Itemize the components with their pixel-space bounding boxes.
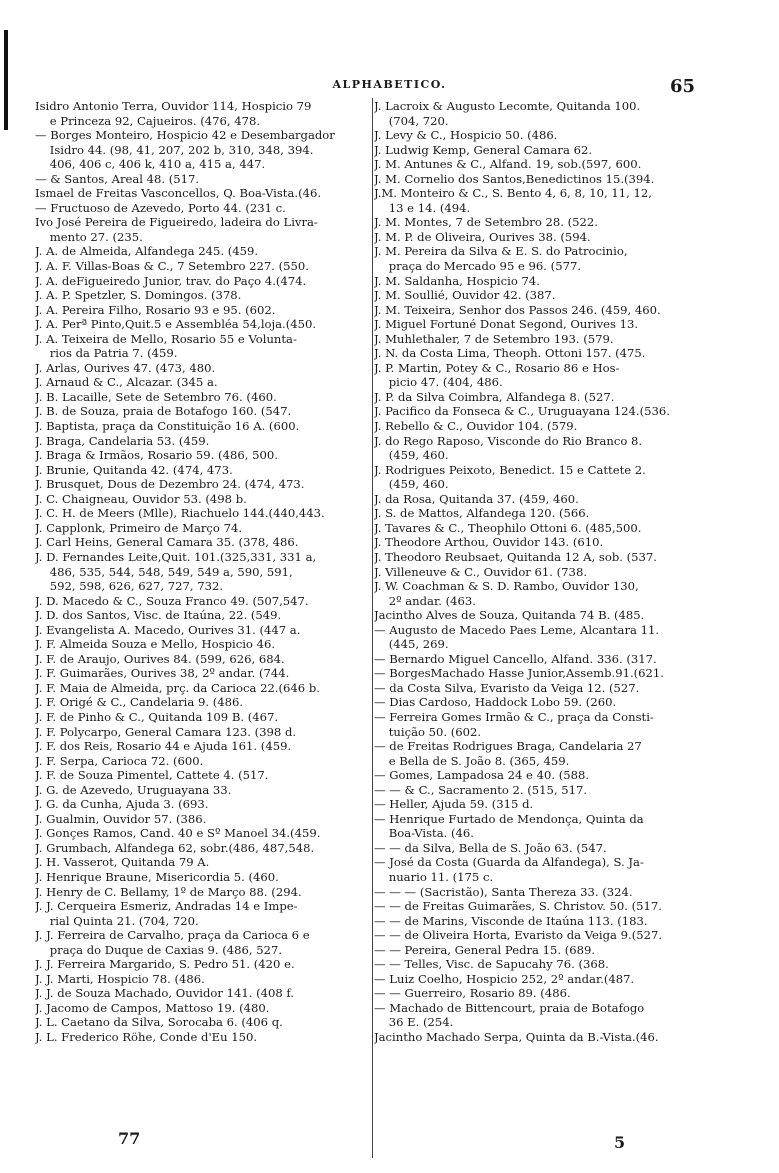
directory-entry-line: J. Brunie, Quitanda 42. (474, 473.: [35, 462, 233, 477]
directory-entry-line: J. W. Coachman & S. D. Rambo, Ouvidor 130,: [374, 579, 639, 594]
directory-entry-line: J. Theodore Arthou, Ouvidor 143. (610.: [374, 535, 604, 550]
directory-entry-line: (445, 269.: [374, 637, 449, 652]
directory-entry-line: J. F. de Araujo, Ourives 84. (599, 626, 684.: [35, 651, 285, 666]
directory-entry-line: J.M. Monteiro & C., S. Bento 4, 6, 8, 10, 11, 12,: [374, 186, 652, 201]
directory-entry-line: — de Freitas Rodrigues Braga, Candelaria 27: [374, 739, 642, 754]
directory-entry-line: J. Pacifico da Fonseca & C., Uruguayana 124.(536.: [374, 404, 670, 419]
left-column: [35, 99, 371, 1045]
directory-entry-line: rios da Patria 7. (459.: [35, 346, 178, 361]
directory-entry-line: J. Rodrigues Peixoto, Benedict. 15 e Cattete 2.: [374, 462, 646, 477]
directory-entry-line: Isidro Antonio Terra, Ouvidor 114, Hospicio 79: [35, 99, 312, 113]
directory-entry-line: — Gomes, Lampadosa 24 e 40. (588.: [374, 768, 590, 783]
directory-entry-line: J. M. Teixeira, Senhor dos Passos 246. (459, 460.: [374, 302, 661, 317]
directory-entry-line: J. A. F. Villas-Boas & C., 7 Setembro 227. (550.: [35, 259, 309, 274]
directory-entry-line: — — & C., Sacramento 2. (515, 517.: [374, 782, 588, 797]
directory-entry-line: Ismael de Freitas Vasconcellos, Q. Boa-Vista.(46.: [35, 186, 322, 201]
right-column: [374, 99, 704, 1045]
directory-entry-line: J. L. Frederico Röhe, Conde d'Eu 150.: [35, 1030, 258, 1044]
directory-entry-line: J. Lacroix & Augusto Lecomte, Quitanda 100.: [374, 99, 641, 113]
directory-entry-line: 592, 598, 626, 627, 727, 732.: [35, 579, 224, 594]
directory-entry-line: J. F. Serpa, Carioca 72. (600.: [35, 753, 204, 768]
directory-entry-line: 406, 406 c, 406 k, 410 a, 415 a, 447.: [35, 157, 266, 172]
directory-entry-line: picio 47. (404, 486.: [374, 375, 503, 390]
directory-entry-line: J. da Rosa, Quitanda 37. (459, 460.: [374, 491, 579, 506]
directory-entry-line: J. Arlas, Ourives 47. (473, 480.: [35, 360, 216, 375]
directory-entry-line: — & Santos, Areal 48. (517.: [35, 171, 200, 186]
directory-entry-line: — — da Silva, Bella de S. João 63. (547.: [374, 840, 607, 855]
directory-entry-line: — Luiz Coelho, Hospicio 252, 2º andar.(487.: [374, 971, 635, 986]
directory-entry-line: J. Capplonk, Primeiro de Março 74.: [35, 520, 243, 535]
directory-entry-line: J. Grumbach, Alfandega 62, sobr.(486, 487,548.: [35, 840, 315, 855]
directory-entry-line: J. M. Antunes & C., Alfand. 19, sob.(597, 600.: [374, 157, 642, 172]
directory-entry-line: nuario 11. (175 c.: [374, 869, 494, 884]
directory-entry-line: J. Brusquet, Dous de Dezembro 24. (474, 473.: [35, 477, 305, 492]
directory-entry-line: J. Gualmin, Ouvidor 57. (386.: [35, 811, 207, 826]
directory-entry-line: Jacintho Alves de Souza, Quitanda 74 B. (485.: [374, 608, 645, 623]
directory-entry-line: J. Braga & Irmãos, Rosario 59. (486, 500.: [35, 448, 278, 463]
directory-entry-line: J. Carl Heins, General Camara 35. (378, 486.: [35, 535, 299, 550]
directory-entry-line: J. H. Vasserot, Quitanda 79 A.: [35, 855, 210, 870]
directory-entry-line: — Machado de Bittencourt, praia de Botafogo: [374, 1000, 645, 1015]
directory-entry-line: J. A. Teixeira de Mello, Rosario 55 e Volunta-: [35, 331, 297, 346]
directory-entry-line: J. B. de Souza, praia de Botafogo 160. (547.: [35, 404, 292, 419]
directory-entry-line: — Borges Monteiro, Hospicio 42 e Desembargador: [35, 128, 335, 143]
directory-entry-line: J. A. Pereira Filho, Rosario 93 e 95. (602.: [35, 302, 276, 317]
page-header: [0, 76, 779, 98]
directory-entry-line: J. F. dos Reis, Rosario 44 e Ajuda 161. (459.: [35, 739, 292, 754]
directory-entry-line: J. F. Origé & C., Candelaria 9. (486.: [35, 695, 244, 710]
directory-entry-line: — Augusto de Macedo Paes Leme, Alcantara 11.: [374, 622, 660, 637]
directory-entry-line: J. D. Macedo & C., Souza Franco 49. (507,547.: [35, 593, 309, 608]
directory-entry-line: J. A. deFigueiredo Junior, trav. do Paço 4.(474.: [35, 273, 307, 288]
directory-entry-line: 36 E. (254.: [374, 1015, 454, 1030]
directory-entry-line: J. Miguel Fortuné Donat Segond, Ourives 13.: [374, 317, 639, 332]
directory-entry-line: J. D. dos Santos, Visc. de Itaúna, 22. (549.: [35, 608, 282, 623]
directory-entry-line: — Fructuoso de Azevedo, Porto 44. (231 c.: [35, 200, 286, 215]
directory-entry-line: J. Ludwig Kemp, General Camara 62.: [374, 142, 593, 157]
directory-entry-line: J. L. Caetano da Silva, Sorocaba 6. (406 q.: [35, 1015, 283, 1030]
directory-entry-line: — Henrique Furtado de Mendonça, Quinta da: [374, 811, 644, 826]
directory-entry-line: J. M. Montes, 7 de Setembro 28. (522.: [374, 215, 598, 230]
directory-entry-line: (459, 460.: [374, 448, 449, 463]
directory-entry-line: J. P. da Silva Coimbra, Alfandega 8. (527.: [374, 389, 615, 404]
directory-entry-line: mento 27. (235.: [35, 229, 143, 244]
directory-entry-line: Ivo José Pereira de Figueiredo, ladeira do Livra-: [35, 215, 318, 230]
directory-entry-line: J. F. de Pinho & C., Quitanda 109 B. (467.: [35, 709, 279, 724]
directory-entry-line: 2º andar. (463.: [374, 593, 476, 608]
directory-entry-line: J. F. de Souza Pimentel, Cattete 4. (517.: [35, 768, 269, 783]
directory-entry-line: J. A. Perª Pinto,Quit.5 e Assembléa 54,loja.(450.: [35, 317, 317, 332]
directory-entry-line: J. Baptista, praça da Constituição 16 A. (600.: [35, 419, 300, 434]
directory-entry-line: e Bella de S. João 8. (365, 459.: [374, 753, 570, 768]
directory-entry-line: J. J. de Souza Machado, Ouvidor 141. (408 f.: [35, 986, 294, 1001]
directory-entry-line: J. Jacomo de Campos, Mattoso 19. (480.: [35, 1000, 270, 1015]
directory-entry-line: J. Gonçes Ramos, Cand. 40 e Sº Manoel 34.(459.: [35, 826, 321, 841]
directory-entry-line: (704, 720.: [374, 113, 449, 128]
directory-entry-line: 486, 535, 544, 548, 549, 549 a, 590, 591,: [35, 564, 293, 579]
directory-entry-line: 13 e 14. (494.: [374, 200, 471, 215]
directory-entry-line: — — Pereira, General Pedra 15. (689.: [374, 942, 596, 957]
directory-entry-line: J. Levy & C., Hospicio 50. (486.: [374, 128, 558, 143]
directory-entry-line: — José da Costa (Guarda da Alfandega), S. Ja-: [374, 855, 644, 870]
directory-entry-line: J. Evangelista A. Macedo, Ourives 31. (447 a.: [35, 622, 301, 637]
directory-entry-line: J. B. Lacaille, Sete de Setembro 76. (460.: [35, 389, 277, 404]
directory-entry-line: e Princeza 92, Cajueiros. (476, 478.: [35, 113, 261, 128]
directory-entry-line: Isidro 44. (98, 41, 207, 202 b, 310, 348, 394.: [35, 142, 314, 157]
directory-entry-line: — Bernardo Miguel Cancello, Alfand. 336. (317.: [374, 651, 657, 666]
directory-entry-line: J. G. de Azevedo, Uruguayana 33.: [35, 782, 232, 797]
directory-entry-line: — — Guerreiro, Rosario 89. (486.: [374, 986, 571, 1001]
page-number: 65: [669, 76, 695, 97]
directory-entry-line: — — de Marins, Visconde de Itaúna 113. (183.: [374, 913, 648, 928]
footer-signature-mark: 77: [118, 1129, 141, 1148]
directory-entry-line: J. do Rego Raposo, Visconde do Rio Branco 8.: [374, 433, 643, 448]
directory-entry-line: — — de Freitas Guimarães, S. Christov. 50. (517.: [374, 899, 662, 914]
directory-entry-line: J. D. Fernandes Leite,Quit. 101.(325,331, 331 a,: [35, 549, 317, 564]
directory-entry-line: J. M. Cornelio dos Santos,Benedictinos 15.(394.: [374, 171, 655, 186]
directory-entry-line: J. J. Ferreira Margarido, S. Pedro 51. (420 e.: [35, 957, 295, 972]
directory-entry-line: J. F. Guimarães, Ourives 38, 2º andar. (744.: [35, 666, 290, 681]
directory-entry-line: J. Arnaud & C., Alcazar. (345 a.: [35, 375, 218, 390]
directory-entry-line: — BorgesMachado Hasse Junior,Assemb.91.(621.: [374, 666, 664, 681]
directory-entry-line: J. Henry de C. Bellamy, 1º de Março 88. (294.: [35, 884, 302, 899]
directory-entry-line: (459, 460.: [374, 477, 449, 492]
directory-entry-line: — Heller, Ajuda 59. (315 d.: [374, 797, 534, 812]
directory-entry-line: J. J. Ferreira de Carvalho, praça da Carioca 6 e: [35, 928, 310, 943]
directory-entry-line: J. P. Martin, Potey & C., Rosario 86 e Hos-: [374, 360, 620, 375]
directory-entry-line: J. F. Almeida Souza e Mello, Hospicio 46.: [35, 637, 276, 652]
directory-entry-line: J. G. da Cunha, Ajuda 3. (693.: [35, 797, 209, 812]
directory-entry-line: praça do Mercado 95 e 96. (577.: [374, 259, 582, 274]
directory-entry-line: J. J. Cerqueira Esmeriz, Andradas 14 e Impe-: [35, 899, 298, 914]
directory-entry-line: rial Quinta 21. (704, 720.: [35, 913, 199, 928]
directory-entry-line: J. Villeneuve & C., Ouvidor 61. (738.: [374, 564, 588, 579]
directory-entry-line: — — — (Sacristão), Santa Thereza 33. (324.: [374, 884, 633, 899]
directory-entry-line: J. S. de Mattos, Alfandega 120. (566.: [374, 506, 590, 521]
footer-sheet-mark: 5: [614, 1133, 626, 1152]
directory-entry-line: J. A. de Almeida, Alfandega 245. (459.: [35, 244, 259, 259]
directory-entry-line: J. A. P. Spetzler, S. Domingos. (378.: [35, 288, 242, 303]
directory-entry-line: J. Rebello & C., Ouvidor 104. (579.: [374, 419, 578, 434]
directory-entry-line: — Dias Cardoso, Haddock Lobo 59. (260.: [374, 695, 617, 710]
directory-entry-line: J. Theodoro Reubsaet, Quitanda 12 A, sob. (537.: [374, 549, 657, 564]
column-divider: [372, 98, 373, 1158]
directory-entry-line: Boa-Vista. (46.: [374, 826, 474, 841]
directory-entry-line: J. C. Chaigneau, Ouvidor 53. (498 b.: [35, 491, 247, 506]
page-title: ALPHABETICO.: [332, 78, 447, 91]
directory-entry-line: J. M. Soullié, Ouvidor 42. (387.: [374, 288, 556, 303]
directory-entry-line: J. M. Saldanha, Hospicio 74.: [374, 273, 540, 288]
directory-entry-line: J. J. Marti, Hospicio 78. (486.: [35, 971, 205, 986]
directory-entry-line: J. M. Pereira da Silva & E. S. do Patrocinio,: [374, 244, 628, 259]
directory-entry-line: J. Henrique Braune, Misericordia 5. (460.: [35, 869, 279, 884]
directory-entry-line: J. F. Polycarpo, General Camara 123. (398 d.: [35, 724, 297, 739]
directory-entry-line: J. F. Maia de Almeida, prç. da Carioca 22.(646 b.: [35, 680, 320, 695]
directory-entry-line: — Ferreira Gomes Irmão & C., praça da Consti-: [374, 709, 654, 724]
directory-entry-line: tuição 50. (602.: [374, 724, 482, 739]
directory-entry-line: J. M. P. de Oliveira, Ourives 38. (594.: [374, 229, 591, 244]
directory-entry-line: J. Braga, Candelaria 53. (459.: [35, 433, 210, 448]
directory-entry-line: J. Muhlethaler, 7 de Setembro 193. (579.: [374, 331, 614, 346]
directory-entry-line: J. N. da Costa Lima, Theoph. Ottoni 157. (475.: [374, 346, 646, 361]
directory-entry-line: — da Costa Silva, Evaristo da Veiga 12. (527.: [374, 680, 640, 695]
directory-entry-line: Jacintho Machado Serpa, Quinta da B.-Vista.(46.: [374, 1030, 659, 1044]
directory-entry-line: — — de Oliveira Horta, Evaristo da Veiga 9.(527.: [374, 928, 663, 943]
directory-entry-line: J. C. H. de Meers (Mlle), Riachuelo 144.(440,443.: [35, 506, 325, 521]
directory-entry-line: praça do Duque de Caxias 9. (486, 527.: [35, 942, 283, 957]
directory-entry-line: — — Telles, Visc. de Sapucahy 76. (368.: [374, 957, 609, 972]
directory-entry-line: J. Tavares & C., Theophilo Ottoni 6. (485,500.: [374, 520, 642, 535]
